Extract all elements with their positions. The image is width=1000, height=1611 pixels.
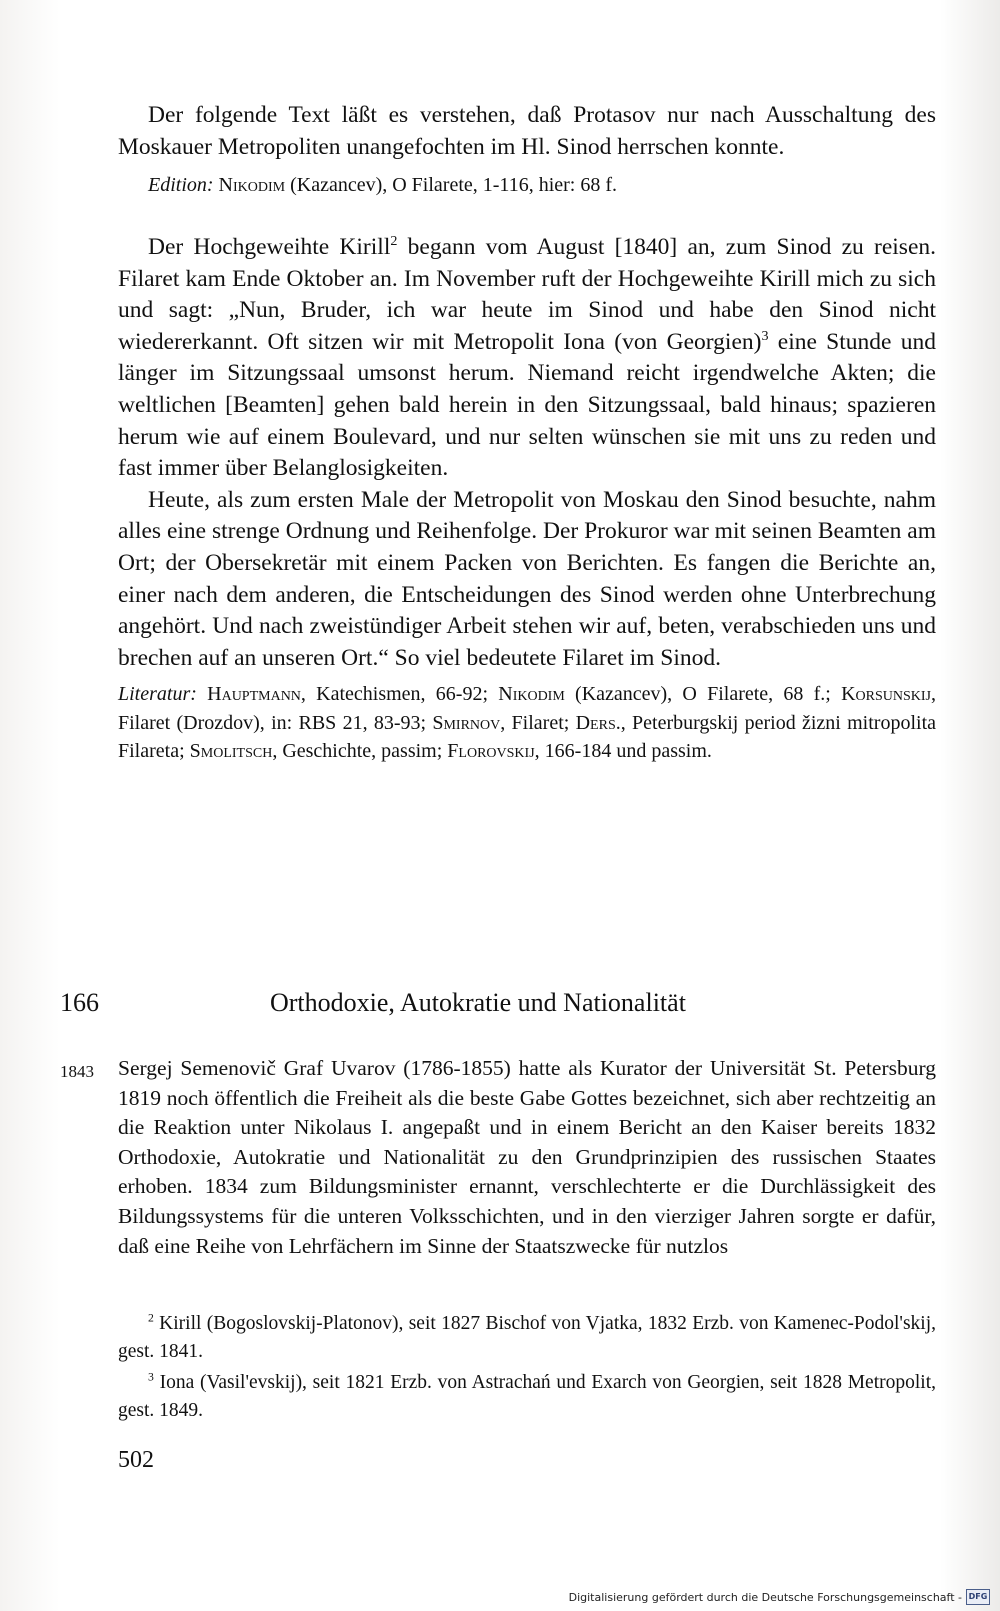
edition-author: Nikodim	[218, 174, 286, 197]
lit-author: Hauptmann	[207, 683, 301, 706]
digitization-credit	[569, 1587, 990, 1607]
intro-paragraph: Der folgende Text läßt es verstehen, daß Protasov nur nach Ausschaltung des Moskauer Metropoliten unangefochten im Hl. Sinod herrschen konnte.	[118, 102, 936, 160]
lit-text: (Kazancev), O Filarete, 68 f.;	[564, 683, 842, 706]
literature-label: Literatur:	[118, 683, 197, 706]
footnotes	[118, 1310, 936, 1428]
source-text-1c: eine Stunde und länger im Sitzungssaal umsonst herum. Niemand reicht irgendwelche Akten; die weltlichen [Beamten] gehen bald herein in den Sitzungssaal, bald hinaus; spazieren herum wie auf einem Boulevard, und nur selten wünschen sie mit uns zu reden und fast immer über Belanglosigkeiten.	[118, 328, 936, 482]
section-number: 166	[60, 988, 99, 1017]
footnote-marker: 3	[148, 1370, 154, 1384]
footnote-text: Kirill (Bogoslovskij-Platonov), seit 1827 Bischof von Vjatka, 1832 Erzb. von Kamenec-Podol'skij, gest. 1841.	[118, 1313, 936, 1362]
source-paragraph-2: Heute, als zum ersten Male der Metropolit von Moskau den Sinod besuchte, nahm alles eine strenge Ordnung und Reihenfolge. Der Prokuror war mit seinen Beamten am Ort; der Obersekretär mit einem Packen von Berichten. Es fangen die Berichte an, einer nach dem anderen, die Entscheidungen des Sinod werden ohne Unterbrechung angehört. Und nach zweistündiger Arbeit stehen wir auf, beten, verabschieden uns und brechen auf an unseren Ort.“ So viel bedeutete Filaret im Sinod.	[118, 486, 936, 671]
source-paragraph-1	[118, 232, 936, 485]
page-number: 502	[118, 1447, 154, 1473]
footnote-divider	[118, 1303, 238, 1304]
lit-text: , Filaret (Drozdov), in: RBS 21, 83-93;	[118, 683, 936, 734]
lit-text: , Peterburgskij period žizni mitropolita Filareta;	[118, 711, 937, 763]
footnote-ref-3: 3	[761, 327, 769, 344]
quoted-source-block	[118, 232, 936, 786]
footnote-ref-2: 2	[390, 233, 398, 250]
footnote-3	[118, 1369, 936, 1424]
edition-label: Edition:	[148, 174, 214, 197]
lit-author: Smirnov	[432, 711, 501, 734]
lit-text: , Filaret;	[500, 711, 576, 734]
lit-text: , Geschichte, passim;	[272, 740, 448, 763]
footnote-2	[118, 1310, 936, 1365]
edition-line	[118, 171, 936, 199]
source-text-1a: Der Hochgeweihte Kirill	[148, 234, 391, 260]
literature-paragraph	[118, 680, 936, 766]
lit-author: Korsunskij	[841, 683, 931, 706]
edition-details: (Kazancev), O Filarete, 1-116, hier: 68 f.	[285, 174, 617, 197]
lit-author: Florovskij	[447, 740, 535, 763]
lit-author: Ders.	[575, 711, 621, 734]
footnote-marker: 2	[148, 1311, 154, 1325]
source-text-1b: begann vom August [1840] an, zum Sinod zu reisen. Filaret kam Ende Oktober an. Im November ruft der Hochgeweihte Kirill mich zu sich und sagt: „Nun, Bruder, ich war heute im Sinod und habe den Sinod nicht wiedererkannt. Oft sitzen wir mit Metropolit Iona (von Georgien)	[118, 234, 936, 355]
lit-text: , Katechismen, 66-92;	[300, 683, 499, 706]
lit-author: Smolitsch	[189, 740, 273, 763]
lit-author: Nikodim	[498, 683, 565, 706]
section-intro-paragraph: Sergej Semenovič Graf Uvarov (1786-1855) hatte als Kurator der Universität St. Petersburg 1819 noch öffentlich die Freiheit als die beste Gabe Gottes bezeichnet, sich aber rechtzeitig an die Reaktion unter Nikolaus I. angepaßt und in einem Bericht an den Kaiser bereits 1832 Orthodoxie, Autokratie und Nationalität zu den Grundprinzipien des russischen Staates erhoben. 1834 zum Bildungsminister ernannt, verschlechterte er die Durchlässigkeit des Bildungssystems für die unteren Volksschichten, und in den vierziger Jahren sorgte er dafür, daß eine Reihe von Lehrfächern im Sinne der Staatszwecke für nutzlos	[118, 1056, 936, 1258]
section-intro-block	[118, 1054, 936, 1261]
lit-text: , 166-184 und passim.	[534, 740, 712, 763]
section-title: Orthodoxie, Autokratie und Nationalität	[270, 988, 686, 1017]
footnote-text: Iona (Vasil'evskij), seit 1821 Erzb. von Astrachań und Exarch von Georgien, seit 1828 Metropolit, gest. 1849.	[118, 1372, 936, 1421]
credit-text: Digitalisierung gefördert durch die Deutsche Forschungsgemeinschaft -	[568, 1590, 962, 1604]
intro-block	[118, 100, 936, 199]
margin-year: 1843	[60, 1062, 94, 1081]
dfg-logo-icon: DFG	[966, 1589, 990, 1605]
